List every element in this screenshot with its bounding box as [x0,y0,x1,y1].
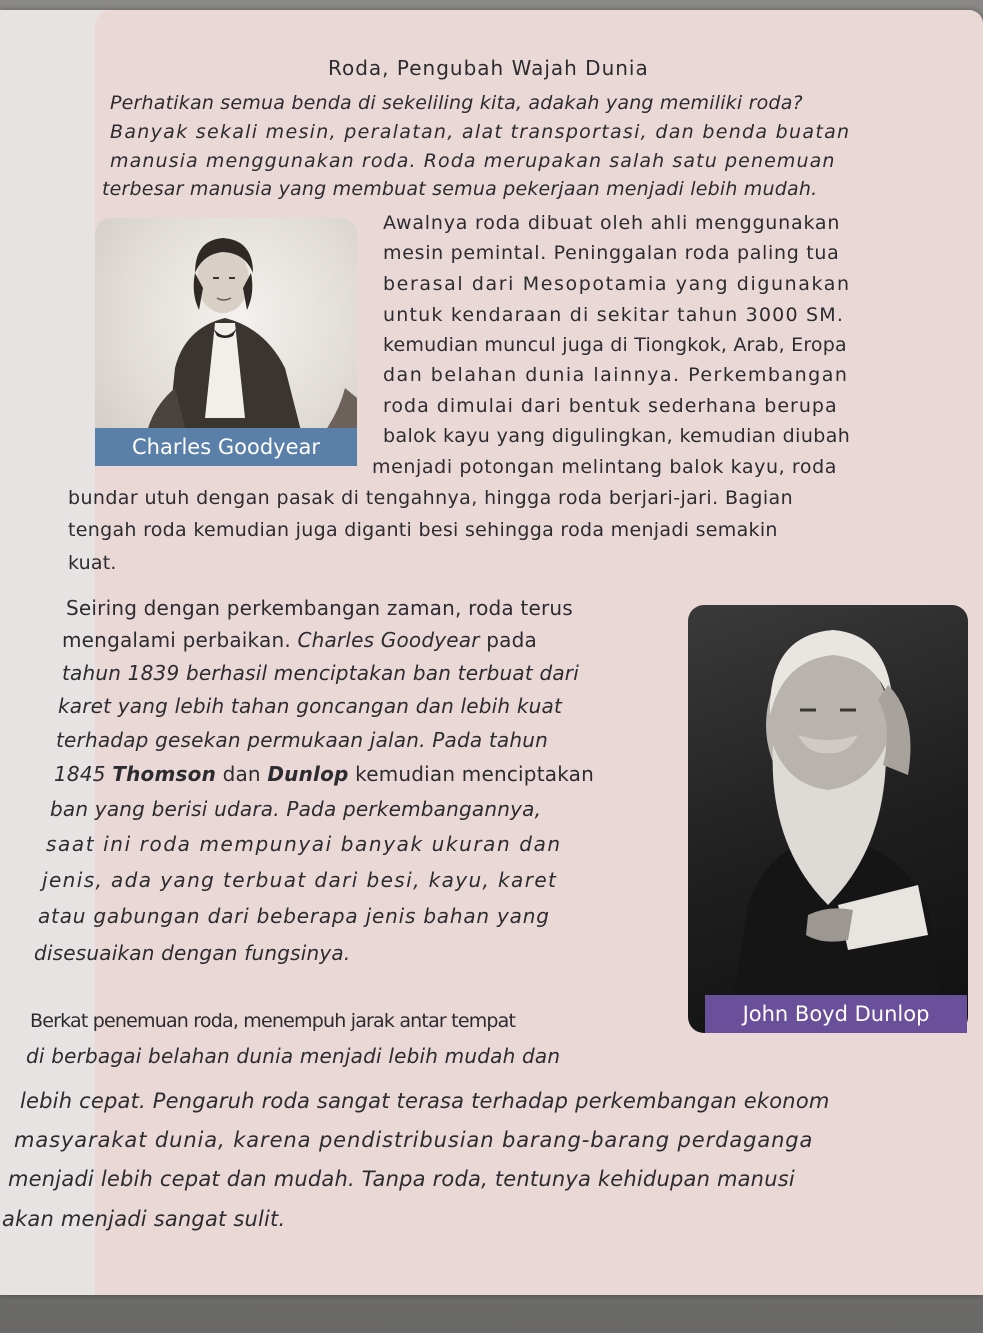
intro-line: Banyak sekali mesin, peralatan, alat transportasi, dan benda buatan [110,121,851,143]
body-line: bundar utuh dengan pasak di tengahnya, hingga roda berjari-jari. Bagian [68,487,794,509]
body-line: Berkat penemuan roda, menempuh jarak antar tempat [30,1010,516,1032]
body-line: ban yang berisi udara. Pada perkembangannya, [50,797,542,821]
photo-illustration [688,605,968,1033]
body-line: berasal dari Mesopotamia yang digunakan [383,273,851,295]
body-line: mesin pemintal. Peninggalan roda paling tua [383,242,840,264]
body-line: Awalnya roda dibuat oleh ahli menggunakan [383,212,841,234]
body-line: tahun 1839 berhasil menciptakan ban terbuat dari [62,661,579,685]
body-line: kemudian muncul juga di Tiongkok, Arab, Eropa [383,334,847,356]
body-line: mengalami perbaikan. Charles Goodyear pada [62,628,537,652]
body-line: dan belahan dunia lainnya. Perkembangan [383,364,849,386]
body-line: saat ini roda mempunyai banyak ukuran dan [46,832,562,856]
body-line: di berbagai belahan dunia menjadi lebih mudah dan [26,1044,561,1068]
body-line: masyarakat dunia, karena pendistribusian barang-barang perdaganga [14,1128,814,1152]
body-line: atau gabungan dari beberapa jenis bahan yang [38,904,550,928]
body-line: terhadap gesekan permukaan jalan. Pada tahun [56,728,548,752]
body-line: Seiring dengan perkembangan zaman, roda terus [66,596,573,620]
john-boyd-dunlop-portrait [688,605,968,1033]
body-line: karet yang lebih tahan goncangan dan lebih kuat [58,694,562,718]
body-line: balok kayu yang digulingkan, kemudian diubah [383,425,851,447]
body-line: kuat. [68,552,117,574]
intro-line: terbesar manusia yang membuat semua pekerjaan menjadi lebih mudah. [102,178,818,200]
body-line: tengah roda kemudian juga diganti besi sehingga roda menjadi semakin [68,519,778,541]
body-line: menjadi potongan melintang balok kayu, roda [372,456,838,478]
intro-line: manusia menggunakan roda. Roda merupakan salah satu penemuan [110,150,836,172]
body-line: untuk kendaraan di sekitar tahun 3000 SM. [383,304,845,326]
body-line: menjadi lebih cepat dan mudah. Tanpa roda, tentunya kehidupan manusi [8,1167,795,1191]
body-line: jenis, ada yang terbuat dari besi, kayu, karet [42,868,558,892]
body-line: lebih cepat. Pengaruh roda sangat terasa terhadap perkembangan ekonom [20,1089,830,1113]
body-line: 1845 Thomson dan Dunlop kemudian menciptakan [54,762,594,786]
caption-charles-goodyear: Charles Goodyear [95,428,357,466]
page-title: Roda, Pengubah Wajah Dunia [328,56,649,80]
intro-line: Perhatikan semua benda di sekeliling kita, adakah yang memiliki roda? [110,92,803,114]
body-line: disesuaikan dengan fungsinya. [34,941,351,965]
caption-john-boyd-dunlop: John Boyd Dunlop [705,995,967,1033]
body-line: akan menjadi sangat sulit. [2,1207,286,1231]
body-line: roda dimulai dari bentuk sederhana berupa [383,395,838,417]
